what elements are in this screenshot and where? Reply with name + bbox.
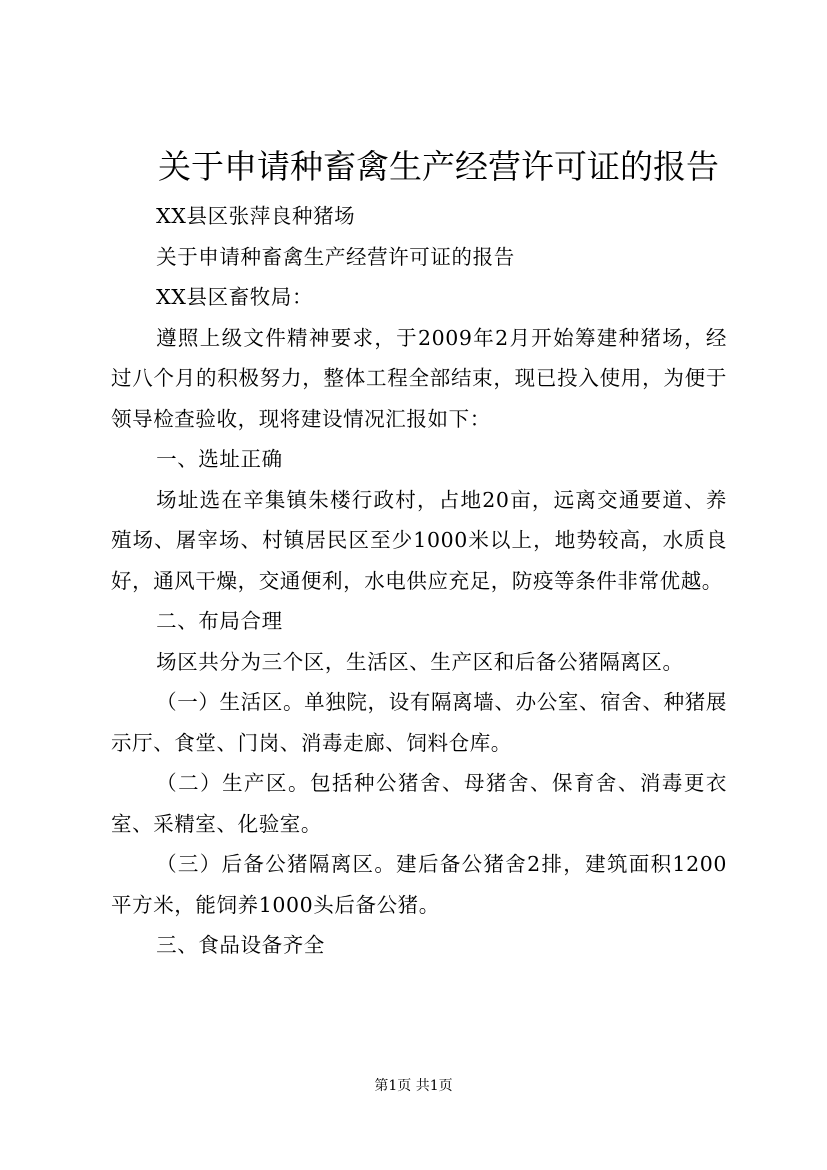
- paragraph-isolation-zone: （三）后备公猪隔离区。建后备公猪舍2排，建筑面积1200平方米，能饲养1000头后备公猪。: [111, 852, 727, 917]
- paragraph-site: 场址选在辛集镇朱楼行政村，占地20亩，远离交通要道、养殖场、屠宰场、村镇居民区至少1000米以上，地势较高，水质良好，通风干燥，交通便利，水电供应充足，防疫等条件非常优越。: [111, 487, 727, 593]
- paragraph-sender: XX县区张萍良种猪场: [156, 204, 356, 228]
- section-heading-1: 一、选址正确: [156, 447, 283, 471]
- paragraph-production-zone: （二）生产区。包括种公猪舍、母猪舍、保育舍、消毒更衣室、采精室、化验室。: [111, 771, 727, 836]
- document-body: [111, 196, 727, 966]
- section-heading-2: 二、布局合理: [156, 609, 283, 633]
- page-footer: 第1页 共1页: [374, 1078, 453, 1094]
- paragraph-recipient: XX县区畜牧局：: [156, 285, 314, 309]
- paragraph-living-zone: （一）生活区。单独院，设有隔离墙、办公室、宿舍、种猪展示厅、食堂、门岗、消毒走廊、饲料仓库。: [111, 690, 727, 755]
- paragraph-zones: 场区共分为三个区，生活区、生产区和后备公猪隔离区。: [156, 649, 684, 674]
- document-title: 关于申请种畜禽生产经营许可证的报告: [158, 147, 719, 186]
- section-heading-3: 三、食品设备齐全: [156, 933, 325, 957]
- paragraph-intro: 遵照上级文件精神要求，于2009年2月开始筹建种猪场，经过八个月的积极努力，整体工程全部结束，现已投入使用，为便于领导检查验收，现将建设情况汇报如下：: [111, 325, 727, 431]
- paragraph-subject: 关于申请种畜禽生产经营许可证的报告: [156, 244, 515, 269]
